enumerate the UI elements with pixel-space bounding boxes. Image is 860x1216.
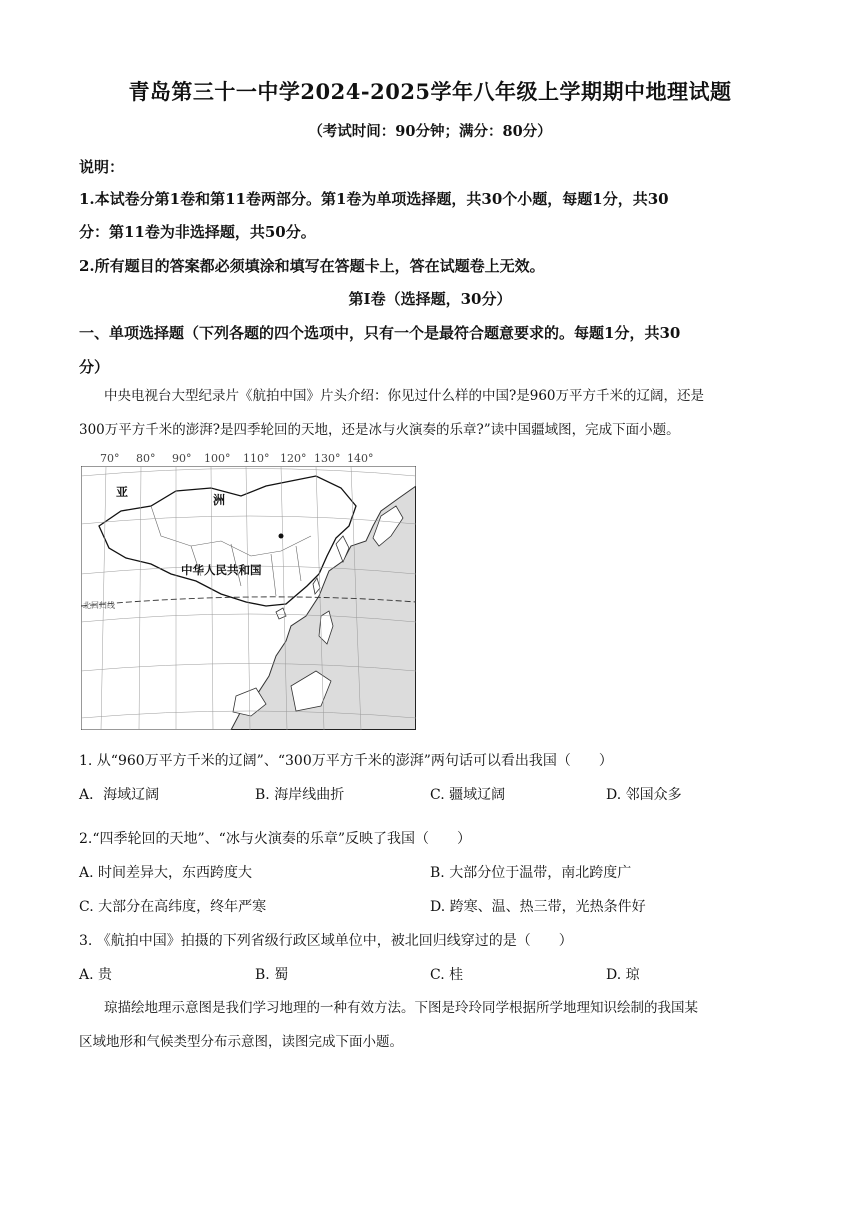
section-title: 第I卷（选择题，30分） xyxy=(348,290,512,308)
lon-label: 90° xyxy=(172,452,192,465)
intro2-line2: 区域地形和气候类型分布示意图，读图完成下面小题。 xyxy=(79,1034,403,1050)
exam-info: （考试时间：90分钟；满分：80分） xyxy=(308,123,552,140)
question-3-option-a[interactable]: A. 贵 xyxy=(79,967,113,983)
lon-label: 120° xyxy=(280,452,307,465)
notes-line-2: 2.所有题目的答案都必须填涂和填写在答题卡上，答在试题卷上无效。 xyxy=(79,257,545,275)
intro1-line1: 中央电视台大型纪录片《航拍中国》片头介绍：你见过什么样的中国?是960万平方千米的辽阔，还是 xyxy=(104,388,705,404)
question-2-option-d[interactable]: D. 跨寒、温、热三带，光热条件好 xyxy=(430,899,646,915)
question-3-stem: 3. 《航拍中国》拍摄的下列省级行政区域单位中，被北回归线穿过的是（ ） xyxy=(79,933,573,949)
lon-label: 100° xyxy=(204,452,231,465)
part1-heading-a: 一、单项选择题（下列各题的四个选项中，只有一个是最符合题意要求的。每题1分，共30 xyxy=(79,324,681,342)
lon-label: 80° xyxy=(136,452,156,465)
map-label-ya: 亚 xyxy=(116,485,129,499)
question-3-option-d[interactable]: D. 琼 xyxy=(606,967,640,983)
question-2-option-c[interactable]: C. 大部分在高纬度，终年严寒 xyxy=(79,899,267,915)
question-2-stem: 2.“四季轮回的天地”、“冰与火演奏的乐章”反映了我国（ ） xyxy=(79,831,471,847)
question-2-option-a[interactable]: A. 时间差异大，东西跨度大 xyxy=(79,865,253,881)
question-3-option-c[interactable]: C. 桂 xyxy=(430,967,464,983)
question-1-option-b[interactable]: B. 海岸线曲折 xyxy=(255,787,345,803)
lon-label: 110° xyxy=(243,452,270,465)
question-1-stem: 1. 从“960万平方千米的辽阔”、“300万平方千米的澎湃”两句话可以看出我国（ ） xyxy=(79,753,613,769)
map-label-country: 中华人民共和国 xyxy=(181,563,262,577)
map-label-zhou: 洲 xyxy=(213,493,226,507)
question-1-option-a[interactable]: A．海域辽阔 xyxy=(79,787,160,803)
question-1-option-d[interactable]: D. 邻国众多 xyxy=(606,787,682,803)
question-3-option-b[interactable]: B. 蜀 xyxy=(255,967,289,983)
map-label-tropic: 北回归线 xyxy=(83,601,115,610)
page-title: 青岛第三十一中学2024-2025学年八年级上学期期中地理试题 xyxy=(128,79,732,104)
map-drawing xyxy=(81,466,416,730)
intro2-line1: 琼描绘地理示意图是我们学习地理的一种有效方法。下图是玲玲同学根据所学地理知识绘制的我国某 xyxy=(104,1000,698,1016)
notes-line-1a: 1.本试卷分第1卷和第11卷两部分。第1卷为单项选择题，共30个小题，每题1分，共30 xyxy=(79,190,669,208)
question-1-option-c[interactable]: C. 疆域辽阔 xyxy=(430,787,506,803)
notes-heading: 说明： xyxy=(79,158,125,176)
lon-label: 70° xyxy=(100,452,120,465)
part1-heading-b: 分） xyxy=(79,358,110,376)
notes-line-1b: 分：第11卷为非选择题，共50分。 xyxy=(79,223,316,241)
lon-label: 130° xyxy=(314,452,341,465)
lon-label: 140° xyxy=(347,452,374,465)
question-2-option-b[interactable]: B. 大部分位于温带，南北跨度广 xyxy=(430,865,632,881)
intro1-line2: 300万平方千米的澎湃?是四季轮回的天地，还是冰与火演奏的乐章?”读中国疆域图，完成下面小题。 xyxy=(79,422,680,438)
china-territory-map xyxy=(81,466,416,730)
